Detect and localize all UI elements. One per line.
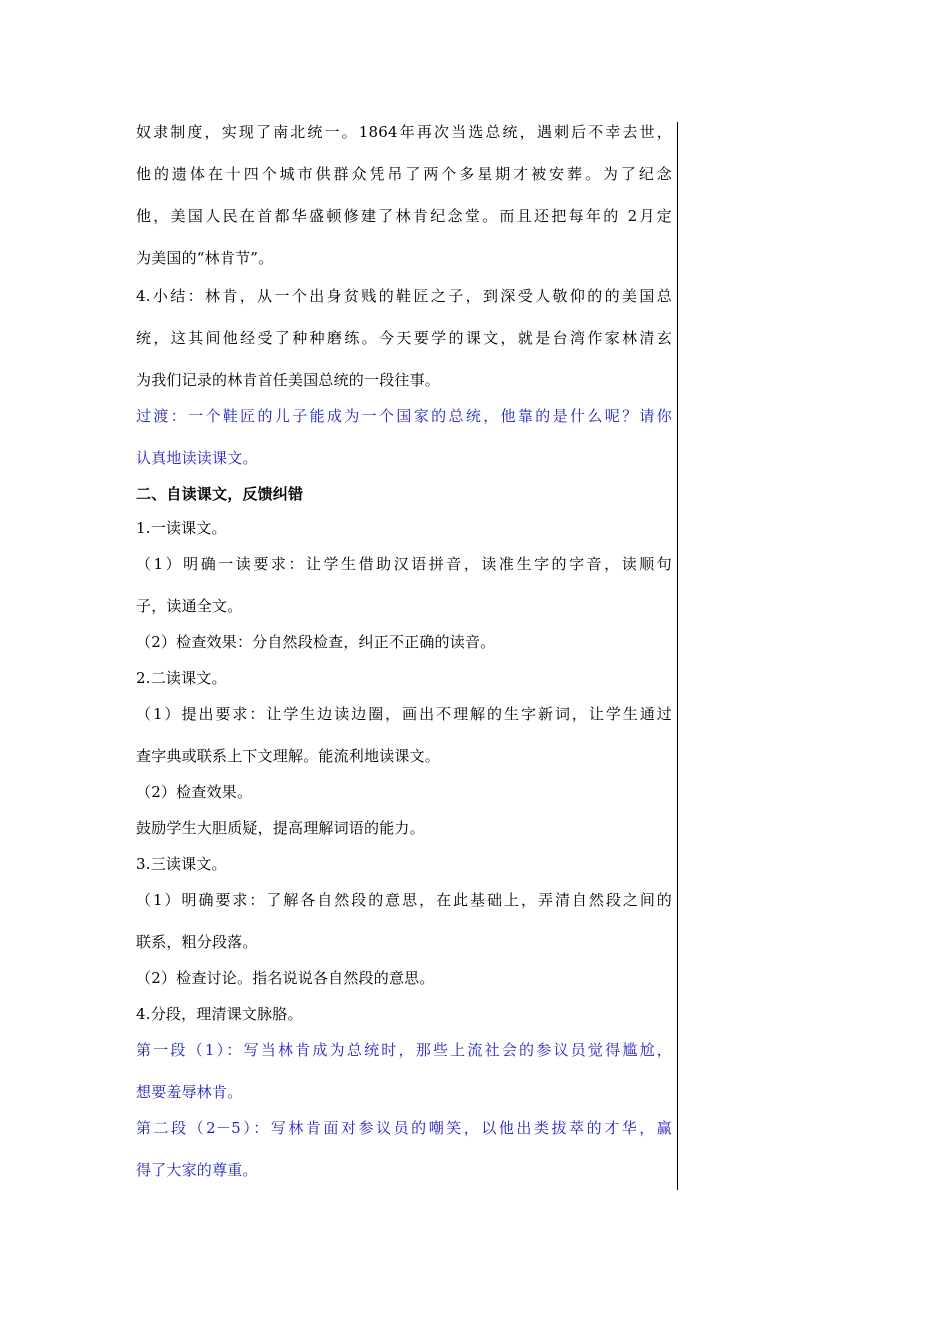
text-line: 2.二读课文。 xyxy=(136,669,227,687)
text-line: （2）检查效果。 xyxy=(136,783,253,801)
text-line: （2）检查效果：分自然段检查，纠正不正确的读音。 xyxy=(136,633,496,651)
text-line: 他，美国人民在首都华盛顿修建了林肯纪念堂。而且还把每年的 2月定 xyxy=(136,207,672,225)
text-line: 统，这其间他经受了种种磨练。今天要学的课文，就是台湾作家林清玄 xyxy=(136,329,672,347)
text-line: 4.分段，理清课文脉胳。 xyxy=(136,1005,303,1023)
text-line: （1）明确要求：了解各自然段的意思，在此基础上，弄清自然段之间的 xyxy=(136,891,672,909)
text-line: 认真地读读课文。 xyxy=(136,449,258,467)
text-line: 鼓励学生大胆质疑，提高理解词语的能力。 xyxy=(136,819,425,837)
text-line: 3.三读课文。 xyxy=(136,855,227,873)
text-line: 联系，粗分段落。 xyxy=(136,933,258,951)
text-line: 4.小结：林肯，从一个出身贫贱的鞋匠之子，到深受人敬仰的的美国总 xyxy=(136,287,672,305)
text-line: 查字典或联系上下文理解。能流利地读课文。 xyxy=(136,747,441,765)
text-line: （1）提出要求：让学生边读边圈，画出不理解的生字新词，让学生通过 xyxy=(136,705,672,723)
text-line: 第一段（1）：写当林肯成为总统时，那些上流社会的参议员觉得尴尬， xyxy=(136,1041,672,1059)
text-line: 过渡：一个鞋匠的儿子能成为一个国家的总统，他靠的是什么呢？请你 xyxy=(136,407,672,425)
text-line: 为我们记录的林肯首任美国总统的一段往事。 xyxy=(136,371,441,389)
text-line: 为美国的“林肯节”。 xyxy=(136,249,274,267)
section-heading: 二、自读课文，反馈纠错 xyxy=(136,485,304,503)
text-line: 子，读通全文。 xyxy=(136,597,243,615)
text-line: （2）检查讨论。指名说说各自然段的意思。 xyxy=(136,969,435,987)
text-line: （1）明确一读要求：让学生借助汉语拼音，读准生字的字音，读顺句 xyxy=(136,555,672,573)
text-line: 他的遗体在十四个城市供群众凭吊了两个多星期才被安葬。为了纪念 xyxy=(136,165,672,183)
text-line: 第二段（2－5）：写林肯面对参议员的嘲笑，以他出类拔萃的才华，赢 xyxy=(136,1119,672,1137)
table-cell-right-border xyxy=(677,122,678,1190)
text-line: 奴隶制度，实现了南北统一。1864年再次当选总统，遇刺后不幸去世， xyxy=(136,123,672,141)
text-line: 得了大家的尊重。 xyxy=(136,1161,258,1179)
text-line: 1.一读课文。 xyxy=(136,519,227,537)
text-line: 想要羞辱林肯。 xyxy=(136,1083,243,1101)
